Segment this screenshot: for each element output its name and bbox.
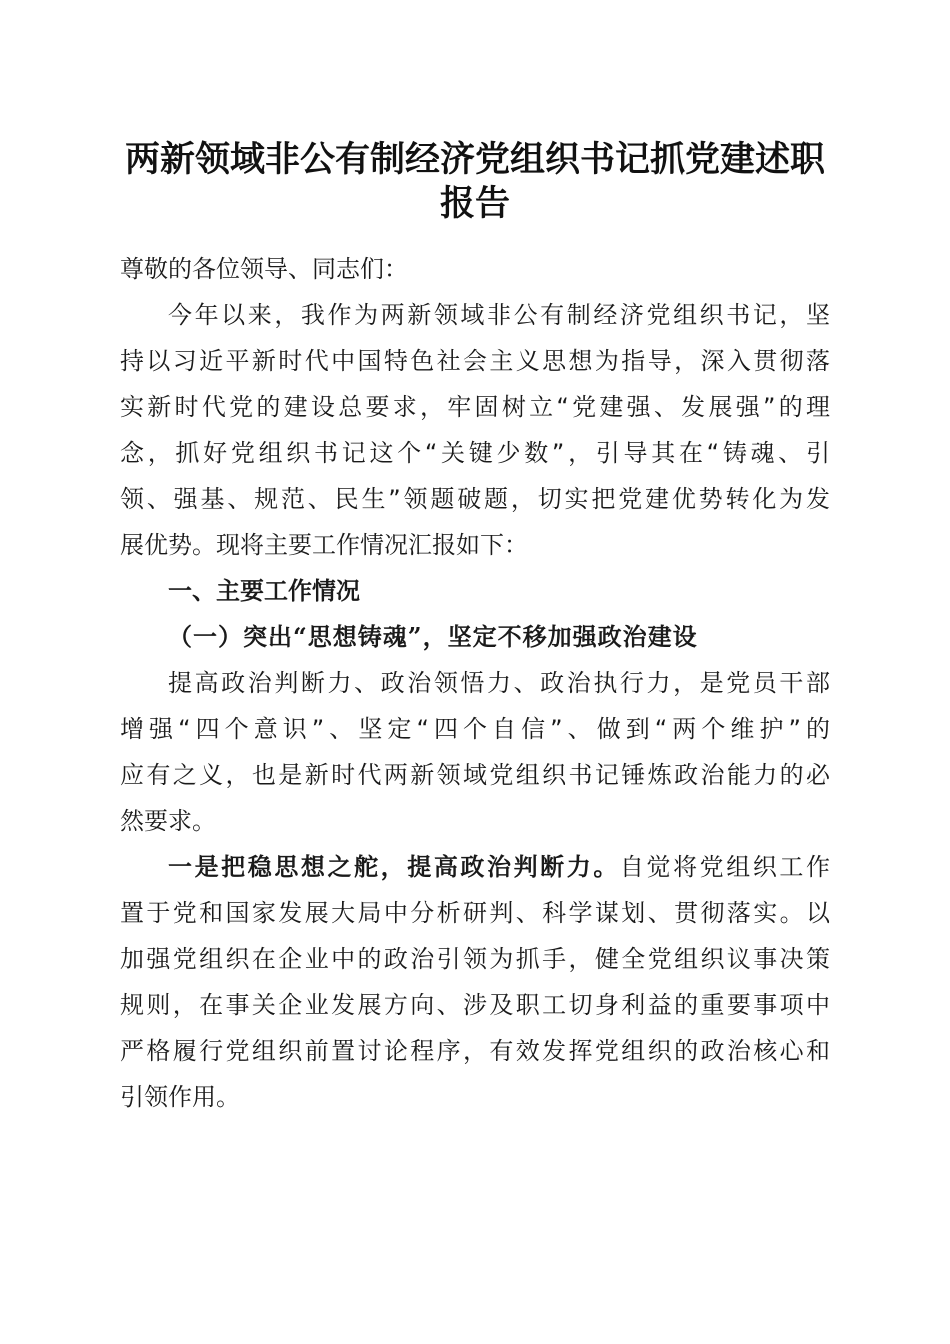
intro-line-5: 领、强基、规范、民生”领题破题，切实把党建优势转化为发 xyxy=(120,485,830,513)
document-title-line-1: 两新领域非公有制经济党组织书记抓党建述职 xyxy=(124,139,825,180)
intro-line-3: 实新时代党的建设总要求，牢固树立“党建强、发展强”的理 xyxy=(120,393,830,421)
para2-line-4: 规则，在事关企业发展方向、涉及职工切身利益的重要事项中 xyxy=(120,991,830,1019)
para2-line-1 xyxy=(168,844,830,890)
intro-line-2: 持以习近平新时代中国特色社会主义思想为指导，深入贯彻落 xyxy=(120,347,830,375)
intro-line-1: 今年以来，我作为两新领域非公有制经济党组织书记，坚 xyxy=(168,301,830,329)
intro-line-4: 念，抓好党组织书记这个“关键少数”，引导其在“铸魂、引 xyxy=(120,439,830,467)
para2-lead: 一是把稳思想之舵，提高政治判断力。 xyxy=(168,853,620,881)
para2-line-6: 引领作用。 xyxy=(120,1083,240,1111)
subsection-heading: （一）突出“思想铸魂”，坚定不移加强政治建设 xyxy=(168,622,698,651)
para2-line-3: 加强党组织在企业中的政治引领为抓手，健全党组织议事决策 xyxy=(120,945,830,973)
para2-line-2: 置于党和国家发展大局中分析研判、科学谋划、贯彻落实。以 xyxy=(120,899,830,927)
salutation: 尊敬的各位领导、同志们： xyxy=(120,255,408,283)
intro-line-6: 展优势。现将主要工作情况汇报如下： xyxy=(120,531,528,559)
para1-line-3: 应有之义，也是新时代两新领域党组织书记锤炼政治能力的必 xyxy=(120,761,830,789)
para2-first-rest: 自觉将党组织工作 xyxy=(619,853,831,881)
para1-line-2: 增强“四个意识”、坚定“四个自信”、做到“两个维护”的 xyxy=(120,715,830,743)
document-title-line-2: 报告 xyxy=(439,183,510,224)
para2-line-5: 严格履行党组织前置讨论程序，有效发挥党组织的政治核心和 xyxy=(120,1037,830,1065)
para1-line-1: 提高政治判断力、政治领悟力、政治执行力，是党员干部 xyxy=(168,669,830,697)
para1-line-4: 然要求。 xyxy=(120,807,216,835)
section-heading: 一、主要工作情况 xyxy=(168,577,360,605)
